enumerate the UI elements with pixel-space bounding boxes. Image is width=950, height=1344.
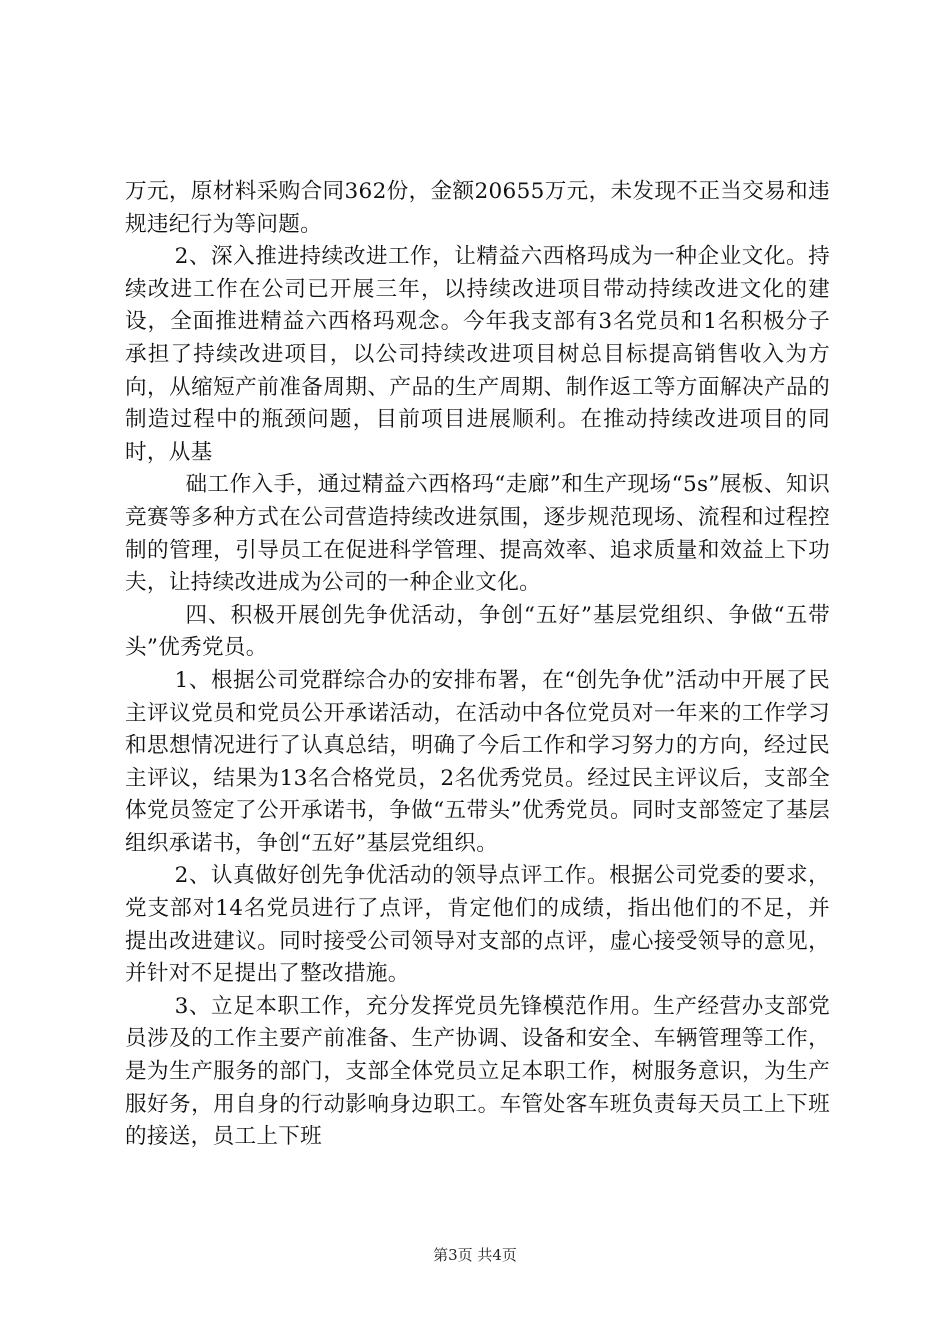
page-number-footer: 第3页 共4页 bbox=[433, 1246, 517, 1264]
section-heading-four: 四、积极开展创先争优活动，争创“五好”基层党组织、争做“五带头”优秀党员。 bbox=[125, 602, 830, 661]
paragraph-continuous-improvement: 2、深入推进持续改进工作，让精益六西格玛成为一种企业文化。持续改进工作在公司已开展三年，以持续改进项目带动持续改进文化的建设，全面推进精益六西格玛观念。今年我支部有3名党员和1名积极分子承担了持续改进项目，以公司持续改进项目树总目标提高销售收入为方向，从缩短产前准备周期、产品的生产周期、制作返工等方面解决产品的制造过程中的瓶颈问题，目前项目进展顺利。在推动持续改进项目的同时，从基 bbox=[125, 244, 830, 465]
paragraph-item-3: 3、立足本职工作，充分发挥党员先锋模范作用。生产经营办支部党员涉及的工作主要产前准备、生产协调、设备和安全、车辆管理等工作，是为生产服务的部门，支部全体党员立足本职工作，树服务意识，为生产服好务，用自身的行动影响身边职工。车管处客车班负责每天员工上下班的接送，员工上下班 bbox=[125, 993, 830, 1150]
paragraph-item-2: 2、认真做好创先争优活动的领导点评工作。根据公司党委的要求，党支部对14名党员进行了点评，肯定他们的成绩，指出他们的不足，并提出改进建议。同时接受公司领导对支部的点评，虚心接受领导的意见，并针对不足提出了整改措施。 bbox=[125, 863, 830, 987]
paragraph-procurement-summary: 万元，原材料采购合同362份，金额20655万元，未发现不正当交易和违规违纪行为等问题。 bbox=[125, 179, 830, 237]
paragraph-item-1: 1、根据公司党群综合办的安排布署，在“创先争优”活动中开展了民主评议党员和党员公开承诺活动，在活动中各位党员对一年来的工作学习和思想情况进行了认真总结，明确了今后工作和学习努力的方向，经过民主评议，结果为13名合格党员，2名优秀党员。经过民主评议后，支部全体党员签定了公开承诺书，争做“五带头”优秀党员。同时支部签定了基层组织承诺书，争创“五好”基层党组织。 bbox=[125, 667, 830, 856]
paragraph-continuous-improvement-continued: 础工作入手，通过精益六西格玛“走廊”和生产现场“5s”展板、知识竞赛等多种方式在公司营造持续改进氛围，逐步规范现场、流程和过程控制的管理，引导员工在促进科学管理、提高效率、追求质量和效益上下功夫，让持续改进成为公司的一种企业文化。 bbox=[125, 472, 830, 596]
document-body bbox=[125, 176, 830, 1154]
